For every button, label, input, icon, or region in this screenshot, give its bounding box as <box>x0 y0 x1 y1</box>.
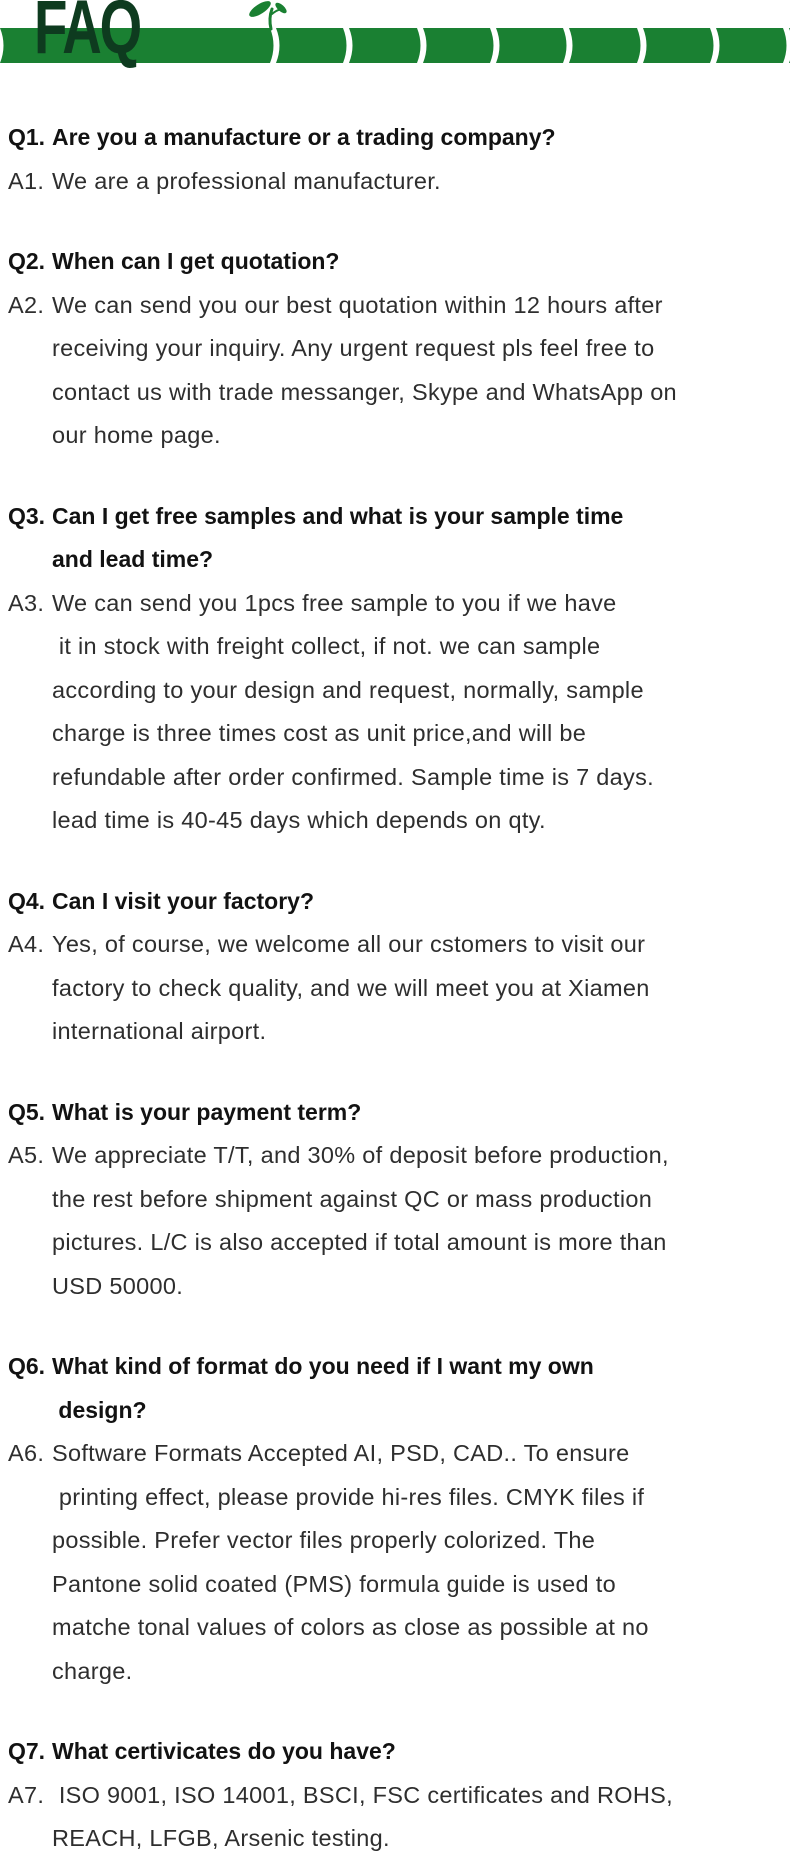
answer-line: international airport. <box>52 1018 267 1044</box>
answer-line: receiving your inquiry. Any urgent request pls feel free to <box>52 335 655 361</box>
bamboo-segment <box>276 28 347 63</box>
answer-3 <box>8 582 772 843</box>
question-2 <box>8 240 772 284</box>
bamboo-segment <box>716 28 787 63</box>
faq-item-5 <box>8 1091 772 1309</box>
question-7 <box>8 1730 772 1774</box>
answer-text: Software Formats Accepted AI, PSD, CAD.. To ensure <box>52 1440 630 1466</box>
answer-line: the rest before shipment against QC or mass production <box>52 1185 653 1212</box>
question-5 <box>8 1091 772 1135</box>
question-4 <box>8 880 772 924</box>
faq-header <box>0 0 790 116</box>
answer-line: lead time is 40-45 days which depends on qty. <box>52 807 546 833</box>
answer-line: pictures. L/C is also accepted if total amount is more than <box>52 1229 667 1255</box>
question-1 <box>8 116 772 160</box>
answer-4 <box>8 923 772 1054</box>
answer-line: charge. <box>52 1657 133 1684</box>
answer-line: contact us with trade messanger, Skype and WhatsApp on <box>52 378 677 405</box>
answer-line <box>8 1432 772 1476</box>
bamboo-segment <box>569 28 641 63</box>
answer-line: USD 50000. <box>52 1272 184 1299</box>
answer-line: Pantone solid coated (PMS) formula guide is used to <box>52 1570 616 1597</box>
answer-text: ISO 9001, ISO 14001, BSCI, FSC certificates and ROHS, <box>52 1781 673 1808</box>
question-text: What certivicates do you have? <box>52 1738 396 1764</box>
answer-number: A4. <box>8 931 45 957</box>
question-line <box>8 1091 772 1135</box>
answer-text: We can send you our best quotation within 12 hours after <box>52 291 663 318</box>
answer-number: A5. <box>8 1142 45 1168</box>
question-text: Can I visit your factory? <box>52 887 315 914</box>
question-3 <box>8 495 772 582</box>
faq-item-2 <box>8 240 772 458</box>
bamboo-segment <box>349 28 421 63</box>
bamboo-leaf-small <box>274 1 289 15</box>
answer-text: Yes, of course, we welcome all our cstomers to visit our <box>52 931 646 957</box>
answer-number: A2. <box>8 291 45 318</box>
question-number: Q7. <box>8 1738 46 1764</box>
answer-line: possible. Prefer vector files properly colorized. The <box>52 1527 596 1553</box>
page-title: FAQ <box>34 0 141 70</box>
answer-line: it in stock with freight collect, if not. we can sample <box>52 633 601 659</box>
bamboo-segment <box>643 28 714 63</box>
answer-line <box>8 1134 772 1178</box>
answer-line <box>8 923 772 967</box>
answer-text: We are a professional manufacturer. <box>52 167 441 194</box>
answer-line <box>8 582 772 626</box>
answer-number: A7. <box>8 1781 45 1808</box>
answer-line: printing effect, please provide hi-res files. CMYK files if <box>52 1483 645 1510</box>
answer-2 <box>8 284 772 458</box>
faq-list <box>0 116 790 1861</box>
question-number: Q4. <box>8 887 46 914</box>
question-line <box>8 495 772 539</box>
answer-7 <box>8 1774 772 1861</box>
answer-6 <box>8 1432 772 1693</box>
question-number: Q6. <box>8 1353 46 1379</box>
question-line <box>8 1345 772 1389</box>
question-line <box>8 116 772 160</box>
question-line <box>8 1730 772 1774</box>
question-line <box>8 240 772 284</box>
answer-text: We can send you 1pcs free sample to you if we have <box>52 589 617 616</box>
question-line <box>8 880 772 924</box>
question-number: Q2. <box>8 248 46 274</box>
bamboo-stem <box>270 9 272 29</box>
question-text: When can I get quotation? <box>52 248 340 274</box>
bamboo-segment <box>423 28 494 63</box>
bamboo-segment <box>496 28 567 63</box>
question-text: What kind of format do you need if I want my own <box>52 1353 594 1379</box>
answer-1 <box>8 160 772 204</box>
question-text: What is your payment term? <box>52 1098 362 1125</box>
question-number: Q3. <box>8 502 46 529</box>
bamboo-stem-branch <box>272 10 280 15</box>
question-line: design? <box>52 1396 147 1423</box>
answer-line: REACH, LFGB, Arsenic testing. <box>52 1825 390 1851</box>
answer-5 <box>8 1134 772 1308</box>
answer-line: matche tonal values of colors as close as possible at no <box>52 1614 649 1640</box>
faq-item-1 <box>8 116 772 203</box>
answer-line <box>8 1774 772 1818</box>
answer-line <box>8 160 772 204</box>
question-line: and lead time? <box>52 546 214 572</box>
answer-line: according to your design and request, normally, sample <box>52 676 644 703</box>
answer-number: A6. <box>8 1440 45 1466</box>
answer-line: factory to check quality, and we will meet you at Xiamen <box>52 974 650 1001</box>
answer-number: A1. <box>8 167 45 194</box>
answer-line: refundable after order confirmed. Sample time is 7 days. <box>52 763 654 790</box>
faq-item-4 <box>8 880 772 1054</box>
question-6 <box>8 1345 772 1432</box>
answer-number: A3. <box>8 589 45 616</box>
faq-item-3 <box>8 495 772 843</box>
answer-line: our home page. <box>52 422 221 448</box>
question-number: Q5. <box>8 1098 46 1125</box>
question-number: Q1. <box>8 124 46 150</box>
answer-line <box>8 284 772 328</box>
question-text: Can I get free samples and what is your sample time <box>52 502 624 529</box>
faq-item-6 <box>8 1345 772 1693</box>
answer-text: We appreciate T/T, and 30% of deposit before production, <box>52 1142 669 1168</box>
question-text: Are you a manufacture or a trading company? <box>52 124 556 150</box>
answer-line: charge is three times cost as unit price,and will be <box>52 720 587 746</box>
